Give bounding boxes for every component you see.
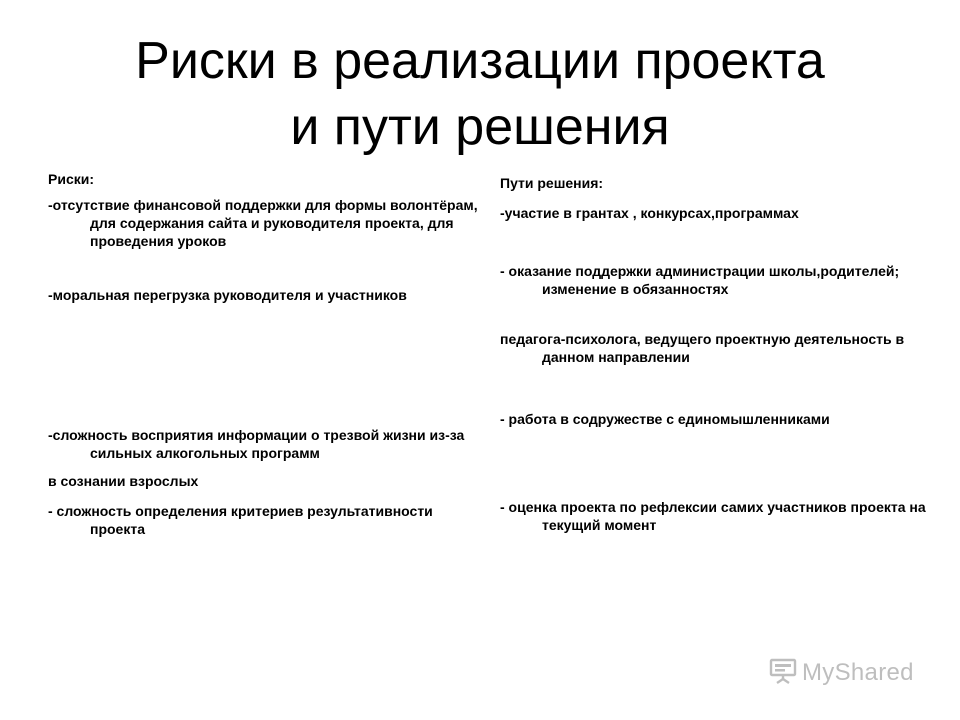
risks-heading: Риски:	[48, 171, 95, 187]
risk-item-funding: -отсутствие финансовой поддержки для формы волонтёрам, для содержания сайта и руководителя проекта, для проведения уроков	[48, 197, 478, 249]
slide-title-line-1: Риски в реализации проекта	[135, 32, 825, 90]
solution-item-support: - оказание поддержки администрации школы,родителей; изменение в обязанностях	[500, 263, 900, 297]
solution-item-cooperation: - работа в содружестве с единомышленниками	[500, 411, 830, 427]
risk-item-adult-awareness: в сознании взрослых	[48, 473, 199, 489]
solution-item-grants: -участие в грантах , конкурсах,программах	[500, 205, 799, 221]
slide-title-line-2: и пути решения	[290, 98, 670, 156]
slide-title	[60, 28, 900, 160]
risk-item-criteria: - сложность определения критериев результативности проекта	[48, 503, 433, 537]
solutions-heading: Пути решения:	[500, 175, 604, 191]
presentation-icon	[768, 656, 798, 691]
solution-item-psychologist: педагога-психолога, ведущего проектную деятельность в данном направлении	[500, 331, 905, 365]
watermark-text: MyShared	[802, 659, 914, 686]
risk-item-overload: -моральная перегрузка руководителя и участников	[48, 287, 407, 303]
solution-item-evaluation: - оценка проекта по рефлексии самих участников проекта на текущий момент	[500, 499, 926, 533]
watermark-logo	[768, 658, 914, 688]
risk-item-perception: -сложность восприятия информации о трезвой жизни из-за сильных алкогольных программ	[48, 427, 465, 461]
